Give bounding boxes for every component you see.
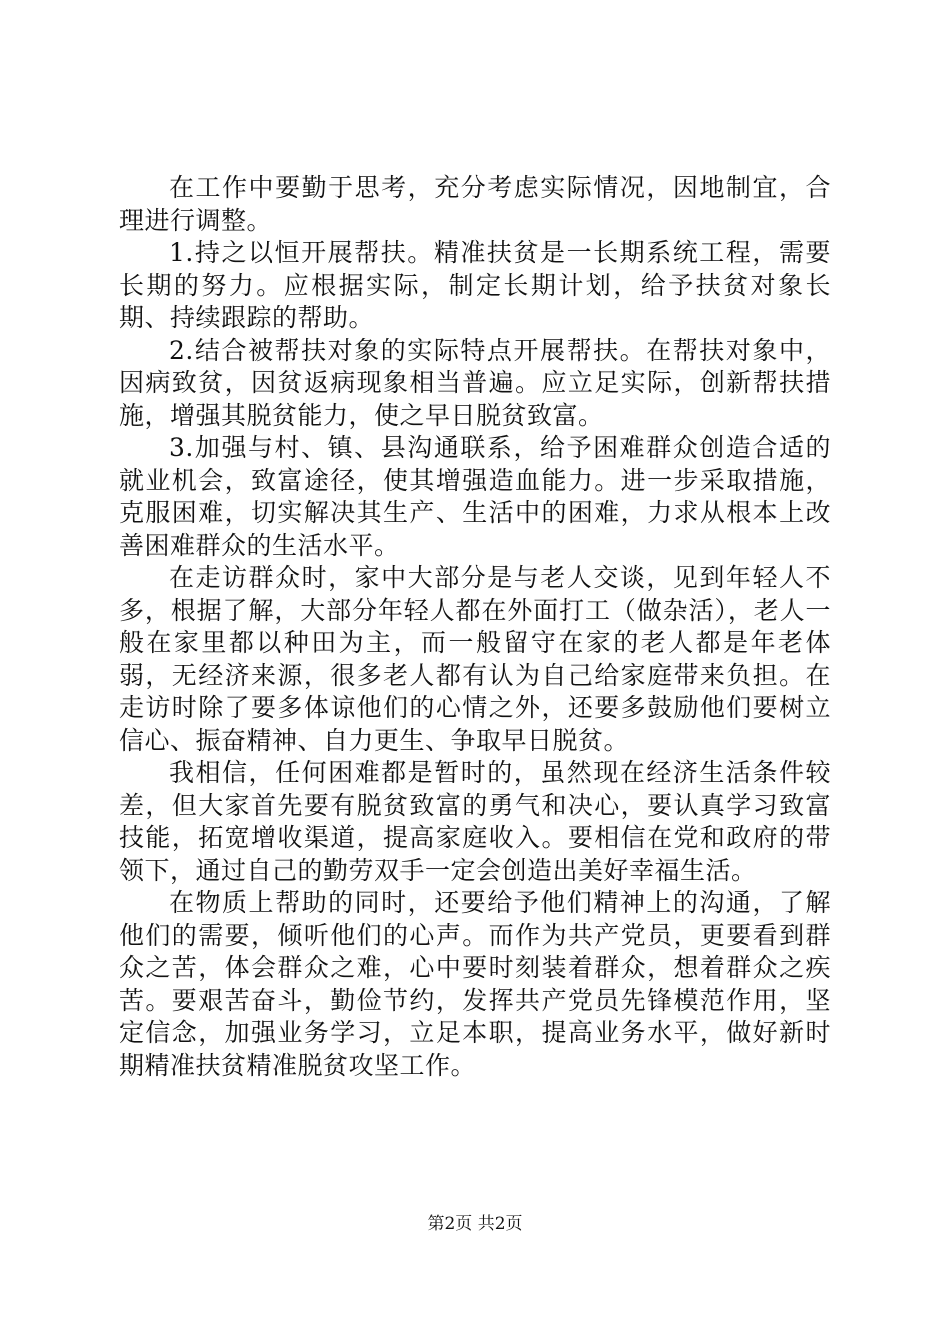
paragraph-6: 我相信，任何困难都是暂时的，虽然现在经济生活条件较差，但大家首先要有脱贫致富的勇气和决心，要认真学习致富技能，拓宽增收渠道，提高家庭收入。要相信在党和政府的带领下，通过自己的勤劳双手一定会创造出美好幸福生活。 bbox=[119, 758, 831, 885]
paragraph-1: 在工作中要勤于思考，充分考虑实际情况，因地制宜，合理进行调整。 bbox=[119, 173, 831, 235]
document-body bbox=[119, 172, 831, 1082]
paragraph-3: 2.结合被帮扶对象的实际特点开展帮扶。在帮扶对象中，因病致贫，因贫返病现象相当普遍。应立足实际，创新帮扶措施，增强其脱贫能力，使之早日脱贫致富。 bbox=[119, 335, 831, 430]
paragraph-7: 在物质上帮助的同时，还要给予他们精神上的沟通，了解他们的需要，倾听他们的心声。而作为共产党员，更要看到群众之苦，体会群众之难，心中要时刻装着群众，想着群众之疾苦。要艰苦奋斗，勤俭节约，发挥共产党员先锋模范作用，坚定信念，加强业务学习，立足本职，提高业务水平，做好新时期精准扶贫精准脱贫攻坚工作。 bbox=[119, 888, 831, 1080]
paragraph-4: 3.加强与村、镇、县沟通联系，给予困难群众创造合适的就业机会，致富途径，使其增强造血能力。进一步采取措施，克服困难，切实解决其生产、生活中的困难，力求从根本上改善困难群众的生活水平。 bbox=[119, 433, 831, 560]
paragraph-2: 1.持之以恒开展帮扶。精准扶贫是一长期系统工程，需要长期的努力。应根据实际，制定长期计划，给予扶贫对象长期、持续跟踪的帮助。 bbox=[119, 238, 831, 332]
page-footer: 第2页 共2页 bbox=[427, 1214, 523, 1234]
paragraph-5: 在走访群众时，家中大部分是与老人交谈，见到年轻人不多，根据了解，大部分年轻人都在外面打工（做杂活），老人一般在家里都以种田为主，而一般留守在家的老人都是年老体弱，无经济来源，很多老人都有认为自己给家庭带来负担。在走访时除了要多体谅他们的心情之外，还要多鼓励他们要树立信心、振奋精神、自力更生、争取早日脱贫。 bbox=[119, 563, 831, 755]
